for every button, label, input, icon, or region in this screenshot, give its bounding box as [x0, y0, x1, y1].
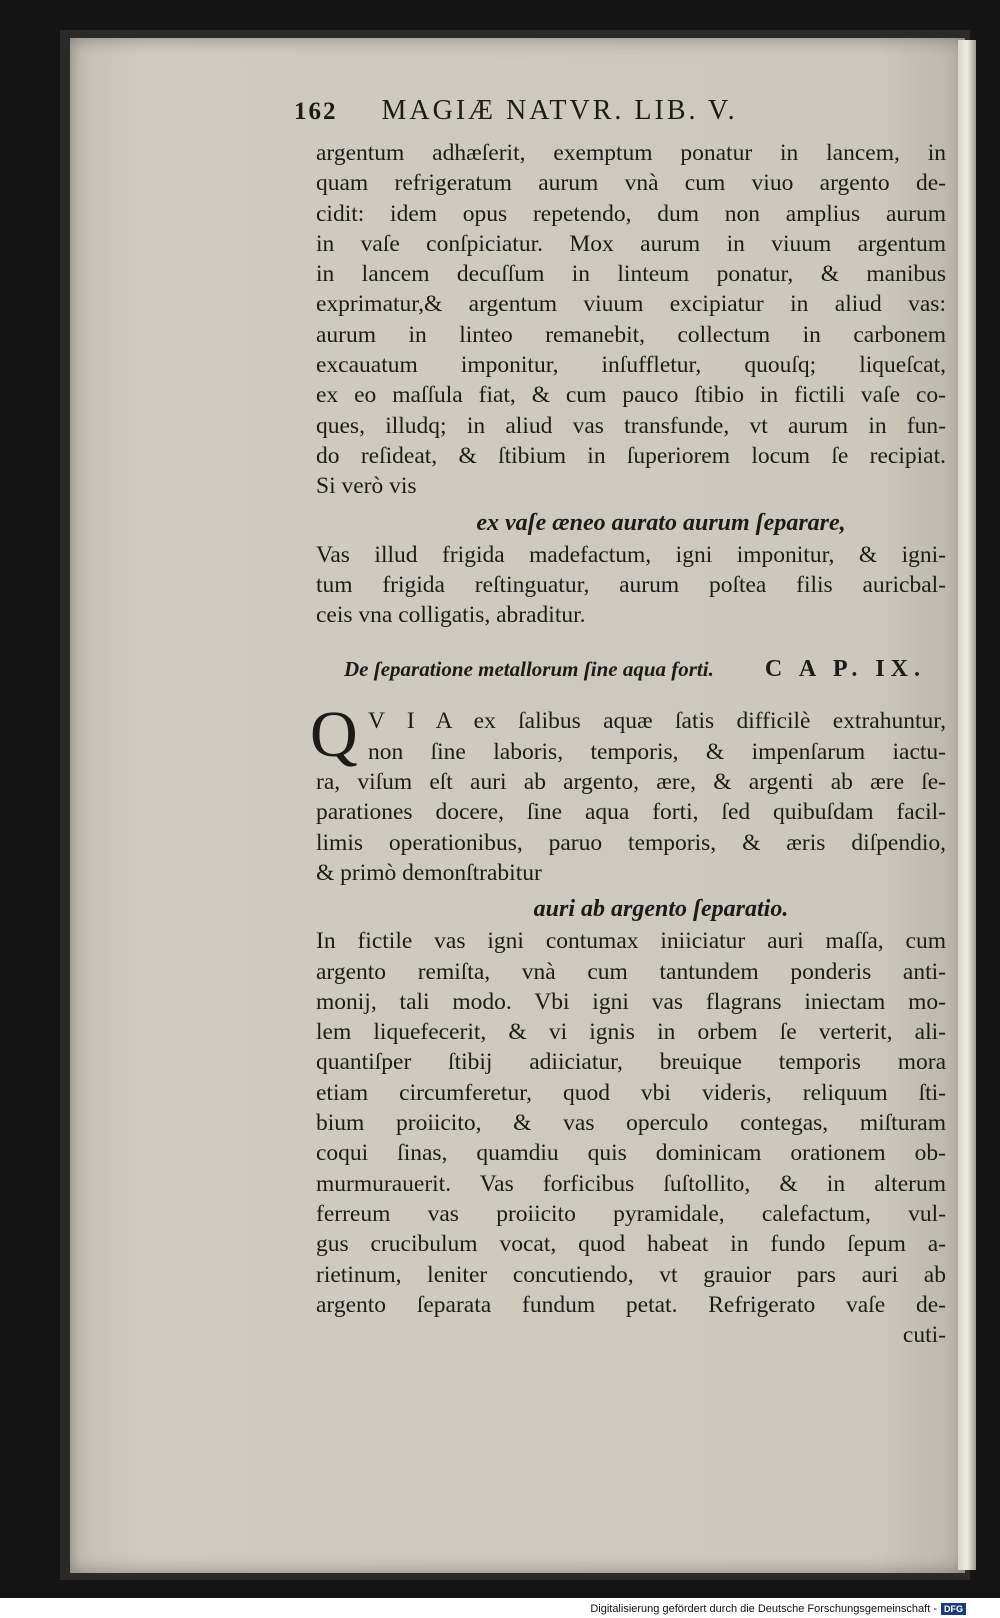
text-line: ex eo maſſula fiat, & cum pauco ſtibio in fictili vaſe co- — [316, 382, 946, 409]
text-line: etiam circumferetur, quod vbi videris, reliquum ſti- — [316, 1079, 946, 1106]
paragraph-3 — [310, 698, 946, 888]
text-line: argento remiſta, vnà cum tantundem ponderis anti- — [316, 958, 946, 985]
text-line: gus crucibulum vocat, quod habeat in fundo ſepum a- — [316, 1231, 946, 1258]
text-line: ceis vna colligatis, abraditur. — [316, 602, 586, 629]
text-line: in vaſe conſpiciatur. Mox aurum in viuum argentum — [316, 230, 946, 257]
drop-cap-initial: Q — [310, 698, 358, 772]
text-line: monij, tali modo. Vbi igni vas flagrans iniectam mo- — [316, 988, 946, 1015]
text-line: tum frigida reſtinguatur, aurum poſtea filis auricbal- — [316, 571, 946, 598]
text-line: In fictile vas igni contumax iniiciatur auri maſſa, cum — [316, 928, 946, 955]
text-line: limis operationibus, paruo temporis, & æris diſpendio, — [316, 829, 946, 856]
text-line: Vas illud frigida madefactum, igni imponitur, & igni- — [316, 541, 946, 568]
text-line: quam refrigeratum aurum vnà cum viuo argento de- — [316, 170, 946, 197]
text-line: rietinum, leniter concutiendo, vt grauior pars auri ab — [316, 1261, 946, 1288]
text-line: coqui ſinas, quamdiu quis dominicam orationem ob- — [316, 1140, 946, 1167]
page-edge — [958, 40, 976, 1570]
text-line: in lancem decuſſum in linteum ponatur, & manibus — [316, 261, 946, 288]
running-title: MAGIÆ NATVR. LIB. V. — [381, 95, 738, 126]
chapter-title: De ſeparatione metallorum ſine aqua forti. — [344, 657, 714, 682]
text-line: excauatum imponitur, inſuffletur, quouſq; liqueſcat, — [316, 352, 946, 379]
digitization-footer — [590, 1603, 966, 1615]
paragraph-1 — [316, 138, 946, 502]
text-line: lem liquefecerit, & vi ignis in orbem ſe verterit, ali- — [316, 1019, 946, 1046]
text-line: murmurauerit. Vas forficibus ſuſtollito, & in alterum — [316, 1170, 946, 1197]
running-header — [294, 96, 946, 138]
text-line: non ſine laboris, temporis, & impenſarum iactu- — [368, 738, 946, 765]
text-line: bium proiicito, & vas operculo contegas, miſturam — [316, 1110, 946, 1137]
text-line: Si verò vis — [316, 473, 417, 500]
text-line: do reſideat, & ſtibium in ſuperiorem locum ſe recipiat. — [316, 442, 946, 469]
text-line: ra, viſum eſt auri ab argento, ære, & argenti ab ære ſe- — [316, 769, 946, 796]
text-line: V I A ex ſalibus aquæ ſatis difficilè extrahuntur, — [368, 708, 946, 735]
page-text — [294, 95, 946, 1350]
chapter-number: C A P. IX. — [764, 656, 926, 683]
text-line: argento ſeparata fundum petat. Refrigerato vaſe de- — [316, 1291, 946, 1318]
text-line: cidit: idem opus repetendo, dum non amplius aurum — [316, 200, 946, 227]
folio-number: 162 — [294, 98, 338, 125]
footer-text: Digitalisierung gefördert durch die Deutsche Forschungsgemeinschaft - — [590, 1603, 937, 1615]
text-line: exprimatur,& argentum viuum excipiatur in aliud vas: — [316, 291, 946, 318]
paragraph-4 — [316, 926, 946, 1350]
chapter-heading — [316, 654, 946, 690]
text-line: ferreum vas proiicito pyramidale, calefactum, vul- — [316, 1200, 946, 1227]
text-line: quantiſper ſtibij adiiciatur, breuique temporis mora — [316, 1049, 946, 1076]
text-line: argentum adhæſerit, exemptum ponatur in lancem, in — [316, 140, 946, 166]
text-line: & primò demonſtrabitur — [316, 859, 542, 886]
subheading-1: ex vaſe æneo aurato aurum ſeparare, — [476, 509, 846, 536]
text-line: ques, illudq; in aliud vas transfunde, vt aurum in fun- — [316, 412, 946, 439]
paragraph-2 — [316, 540, 946, 631]
text-line: parationes docere, ſine aqua forti, ſed quibuſdam facil- — [316, 799, 946, 826]
subheading-2: auri ab argento ſeparatio. — [533, 896, 789, 923]
text-line: aurum in linteo remanebit, collectum in carbonem — [316, 321, 946, 348]
dfg-logo-icon: DFG — [941, 1603, 966, 1615]
catchword: cuti- — [902, 1322, 946, 1349]
